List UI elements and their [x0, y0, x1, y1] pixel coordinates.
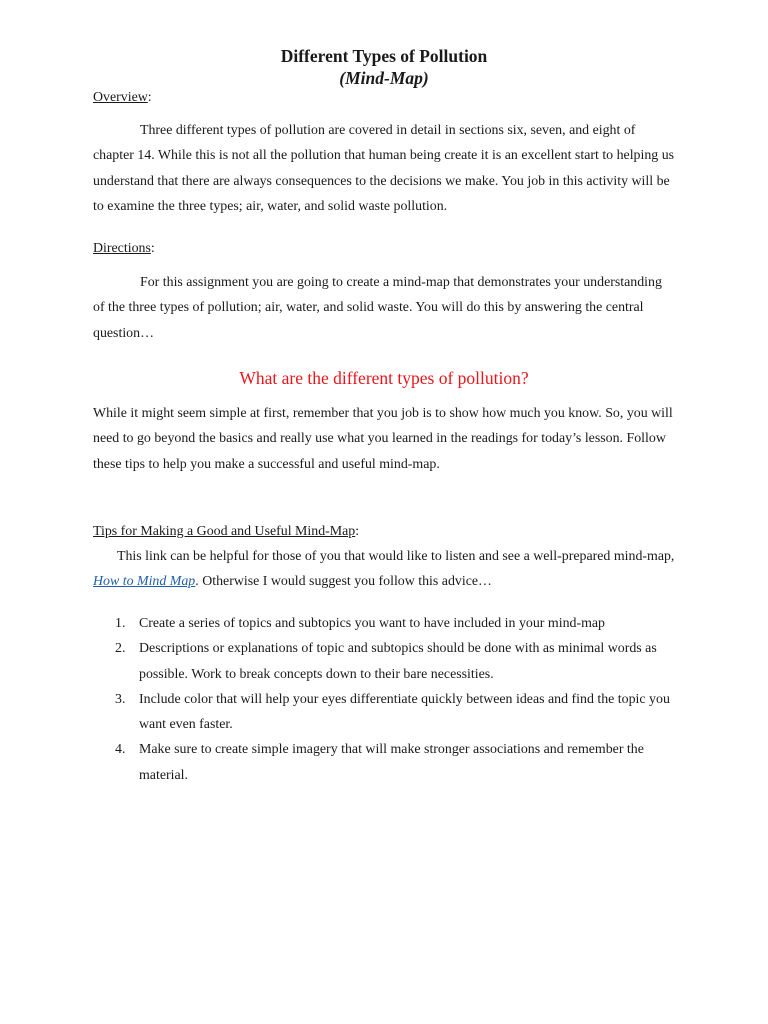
list-item-number: 2.	[115, 641, 126, 657]
tips-intro	[93, 544, 676, 595]
tips-list	[93, 611, 688, 788]
directions-heading: Directions	[93, 241, 151, 256]
list-item-text: Descriptions or explanations of topic and subtopics should be done with as minimal words as possible. Work to break concepts down to their bare necessities.	[139, 641, 657, 682]
tips-heading: Tips for Making a Good and Useful Mind-Map	[93, 524, 356, 539]
overview-heading-line: Overview:	[93, 90, 152, 105]
list-item-number: 3.	[115, 691, 126, 707]
document-title: Different Types of Pollution	[280, 46, 488, 66]
directions-body: For this assignment you are going to create a mind-map that demonstrates your understanding of the three types of pollution; air, water, and solid waste. You will do this by answering the central question…	[93, 275, 662, 341]
list-item-text: Create a series of topics and subtopics you want to have included in your mind-map	[139, 616, 605, 631]
tips-intro-before: This link can be helpful for those of you that would like to listen and see a well-prepared mind-map,	[117, 549, 675, 564]
how-to-mind-map-link[interactable]: How to Mind Map	[93, 574, 196, 590]
tips-heading-line: Tips for Making a Good and Useful Mind-Map:	[93, 524, 360, 539]
list-item	[93, 737, 688, 788]
directions-heading-line: Directions:	[93, 241, 155, 256]
list-item	[93, 636, 688, 687]
central-question: What are the different types of pollution?	[239, 368, 529, 388]
list-item-text: Make sure to create simple imagery that will make stronger associations and remember the material.	[139, 742, 644, 783]
overview-heading: Overview	[93, 90, 148, 105]
list-item-number: 4.	[115, 742, 126, 758]
intro-paragraph: While it might seem simple at first, remember that you job is to show how much you know. So, you will need to go beyond the basics and really use what you learned in the readings for today’s lesson. Follow these tips to help you make a successful and useful mind-map.	[93, 406, 673, 472]
list-item-text: Include color that will help your eyes differentiate quickly between ideas and find the topic you want even faster.	[139, 691, 670, 733]
list-item-number: 1.	[115, 616, 126, 631]
document-subtitle: (Mind-Map)	[339, 68, 429, 88]
list-item	[93, 687, 688, 738]
overview-body: Three different types of pollution are covered in detail in sections six, seven, and eight of chapter 14. While this is not all the pollution that human being create it is an excellent start to helping us understand that there are always consequences to the decisions we make. You job in this activity will be to examine the three types; air, water, and solid waste pollution.	[93, 123, 675, 214]
list-item	[93, 611, 688, 636]
tips-intro-after: . Otherwise I would suggest you follow this advice…	[195, 574, 492, 590]
